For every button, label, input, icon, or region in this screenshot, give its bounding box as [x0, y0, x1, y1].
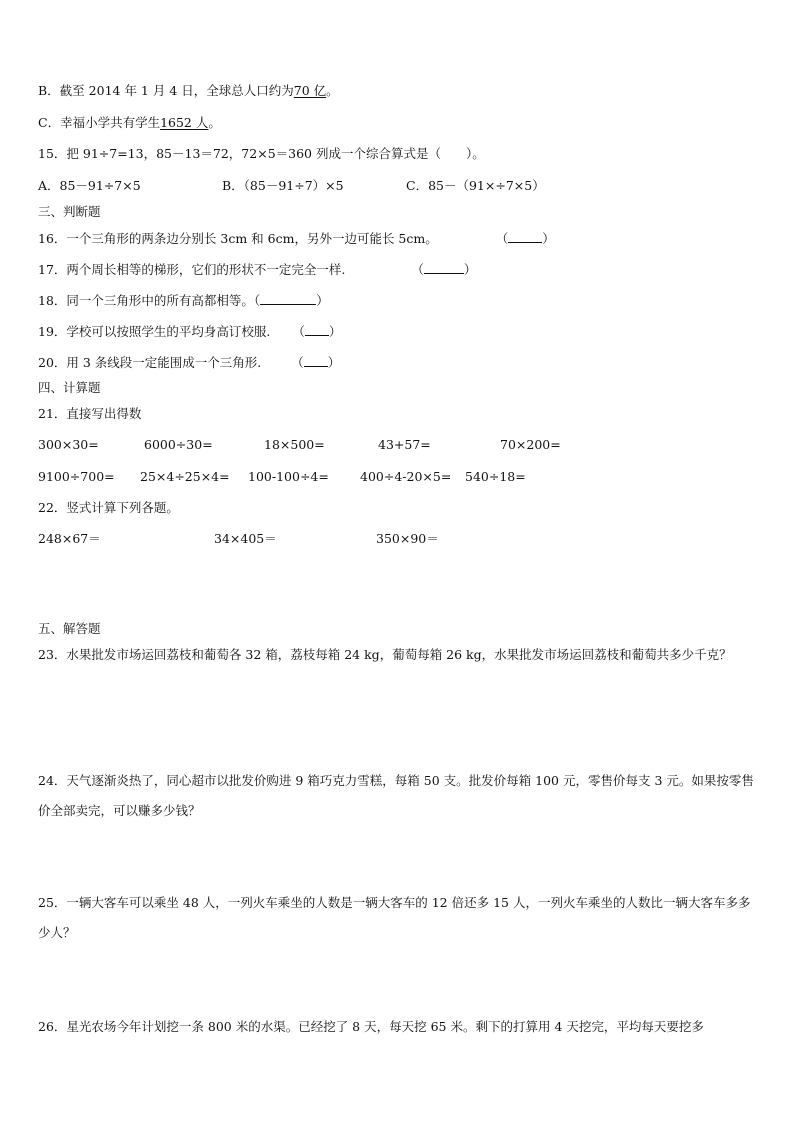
- q19-paren-close: ）: [328, 324, 342, 339]
- q20-answer-blank[interactable]: [304, 354, 328, 367]
- q18-item: [38, 292, 329, 309]
- q14-option-c: [38, 115, 221, 131]
- q18-answer-blank[interactable]: [260, 292, 316, 305]
- q14-option-c-suffix: 。: [208, 115, 221, 130]
- q22-item-2: 34×405＝: [214, 531, 277, 546]
- q17-answer-blank[interactable]: [424, 261, 464, 274]
- q21-r1-c3: 18×500=: [264, 437, 325, 452]
- q26-text: 26．星光农场今年计划挖一条 800 米的水渠。已经挖了 8 天，每天挖 65 米。剩下的打算用 4 天挖完，平均每天要挖多: [38, 1019, 704, 1034]
- q21-stem: 21．直接写出得数: [38, 406, 142, 421]
- q21-r2-c1: 9100÷700=: [38, 469, 115, 484]
- section-title-judge: 三、判断题: [38, 204, 101, 219]
- q15-option-c: C．85－（91×÷7×5）: [406, 178, 545, 193]
- q21-r1-c5: 70×200=: [500, 437, 561, 452]
- q16-answer-blank[interactable]: [508, 230, 542, 243]
- q20-paren-open: （: [291, 355, 304, 370]
- q14-option-b-suffix: 。: [326, 83, 339, 98]
- q15-stem: 15．把 91÷7=13，85－13＝72，72×5＝360 列成一个综合算式是（ ）。: [38, 146, 485, 161]
- q18-paren-open: （: [253, 293, 261, 308]
- q17-paren-close: ）: [463, 262, 477, 277]
- q21-r2-c2: 25×4÷25×4=: [140, 469, 230, 484]
- q20-text: 20．用 3 条线段一定能围成一个三角形.: [38, 355, 262, 370]
- q16-paren-close: ）: [542, 231, 555, 246]
- q19-answer-blank[interactable]: [305, 323, 329, 336]
- q22-item-3: 350×90＝: [376, 531, 439, 546]
- q19-paren-open: （: [292, 324, 305, 339]
- q14-option-c-underlined: 1652 人: [160, 115, 209, 130]
- q23-text: 23．水果批发市场运回荔枝和葡萄各 32 箱，荔枝每箱 24 kg，葡萄每箱 26 kg，水果批发市场运回荔枝和葡萄共多少千克？: [38, 647, 732, 662]
- section-title-solve: 五、解答题: [38, 621, 101, 636]
- q20-item: [38, 354, 340, 371]
- q15-option-a: A．85－91÷7×5: [38, 178, 141, 193]
- q24-text: 24．天气逐渐炎热了，同心超市以批发价购进 9 箱巧克力雪糕，每箱 50 支。批发价每箱 100 元，零售价每支 3 元。如果按零售价全部卖完，可以赚多少钱？: [38, 773, 754, 818]
- q21-r2-c5: 540÷18=: [465, 469, 526, 484]
- section-title-calc: 四、计算题: [38, 380, 101, 395]
- q14-option-b-text: B．截至 2014 年 1 月 4 日，全球总人口约为: [38, 83, 294, 98]
- q14-option-c-text: C．幸福小学共有学生: [38, 115, 161, 130]
- q15-option-b: B．（85－91÷7）×5: [222, 178, 344, 193]
- q21-r2-c3: 100-100÷4=: [248, 469, 329, 484]
- q21-r1-c4: 43+57=: [378, 437, 431, 452]
- q18-paren-close: ）: [316, 293, 329, 308]
- q17-item: [38, 261, 476, 278]
- q17-text: 17．两个周长相等的梯形，它们的形状不一定完全一样.: [38, 262, 346, 277]
- q21-r1-c1: 300×30=: [38, 437, 99, 452]
- q16-text: 16．一个三角形的两条边分别长 3cm 和 6cm，另外一边可能长 5cm。: [38, 231, 438, 246]
- q21-r2-c4: 400÷4-20×5=: [360, 469, 452, 484]
- q20-paren-close: ）: [327, 355, 341, 370]
- q21-r1-c2: 6000÷30=: [144, 437, 213, 452]
- q14-option-b-underlined: 70 亿: [293, 83, 327, 98]
- q17-paren-open: （: [411, 262, 424, 277]
- q19-text: 19．学校可以按照学生的平均身高订校服.: [38, 324, 271, 339]
- q16-item: [38, 230, 555, 247]
- q22-item-1: 248×67＝: [38, 531, 101, 546]
- q14-option-b: [38, 83, 339, 99]
- q16-paren-open: （: [495, 231, 509, 246]
- q22-stem: 22．竖式计算下列各题。: [38, 500, 179, 515]
- q25-text: 25．一辆大客车可以乘坐 48 人，一列火车乘坐的人数是一辆大客车的 12 倍还多 15 人，一列火车乘坐的人数比一辆大客车多多少人？: [38, 895, 751, 940]
- q19-item: [38, 323, 341, 340]
- q18-text: 18．同一个三角形中的所有高都相等。: [38, 293, 254, 308]
